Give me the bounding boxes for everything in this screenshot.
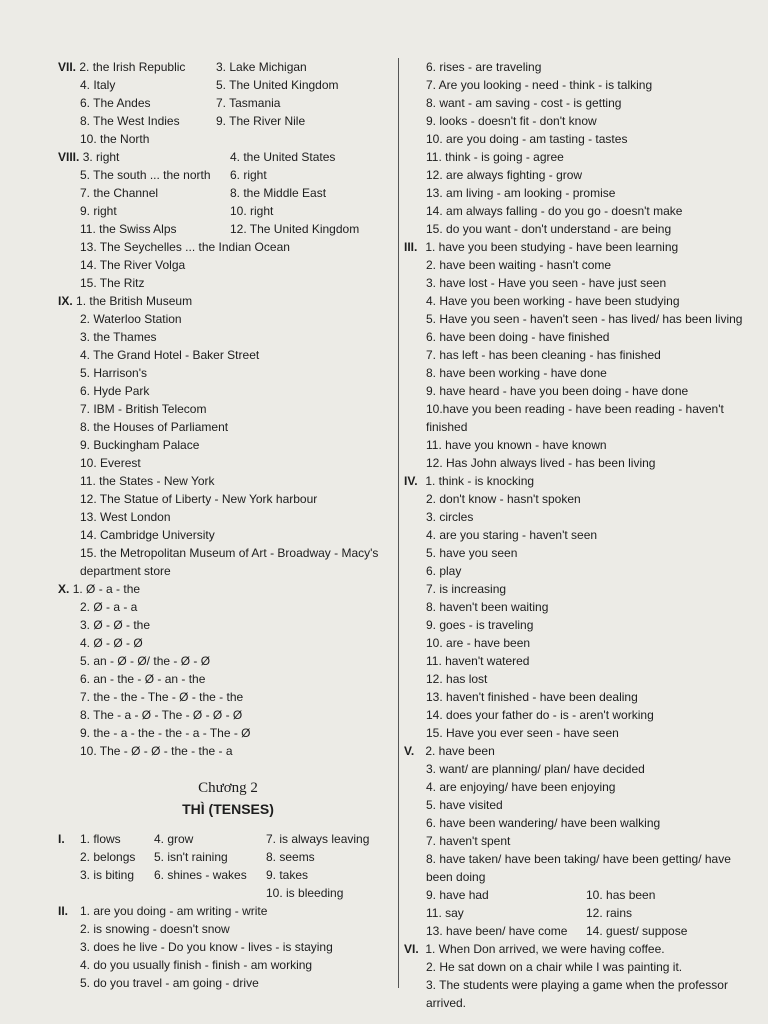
column-divider	[398, 58, 399, 988]
section-label: X.	[58, 582, 70, 596]
answer-item: 3. have lost - Have you seen - have just seen	[426, 276, 667, 290]
answer-item: 10. are - have been	[426, 636, 531, 650]
answer-item: 5. The south ... the north	[80, 168, 211, 182]
section-i	[58, 830, 398, 902]
section-label: VII.	[58, 60, 77, 74]
answer-item: 10. has been	[586, 888, 656, 902]
answer-item: 2. the Irish Republic	[79, 60, 186, 74]
answer-item: 13. am living - am looking - promise	[426, 186, 616, 200]
section-label: V.	[404, 744, 415, 758]
section-vi	[404, 940, 760, 1012]
answer-item: 2. Ø - a - a	[80, 600, 138, 614]
answer-item: 12. are always fighting - grow	[426, 168, 583, 182]
answer-item: 5. isn't raining	[154, 850, 228, 864]
answer-item: 1. When Don arrived, we were having coffee.	[425, 942, 665, 956]
answer-item: 6. rises - are traveling	[426, 60, 542, 74]
section-label: I.	[58, 832, 65, 846]
answer-item: 8. have taken/ have been taking/ have been getting/ have been doing	[426, 852, 731, 884]
answer-item: 9. takes	[266, 868, 309, 882]
answer-item: 8. the Houses of Parliament	[80, 420, 229, 434]
answer-item: 3. want/ are planning/ plan/ have decided	[426, 762, 645, 776]
answer-item: 9. The River Nile	[216, 114, 306, 128]
answer-item: 15. Have you ever seen - have seen	[426, 726, 619, 740]
answer-item: 4. Italy	[80, 78, 116, 92]
answer-item: 12. The Statue of Liberty - New York harbour	[80, 492, 318, 506]
answer-item: 13. The Seychelles ... the Indian Ocean	[80, 240, 290, 254]
section-vii	[58, 58, 398, 148]
chapter-title: Chương 2	[198, 780, 258, 796]
answer-item: 9. looks - doesn't fit - don't know	[426, 114, 597, 128]
answer-item: 4. grow	[154, 832, 194, 846]
answer-item: 11. haven't watered	[426, 654, 530, 668]
section-x	[58, 580, 398, 760]
answer-item: 9. goes - is traveling	[426, 618, 534, 632]
chapter-subtitle: THÌ (TENSES)	[182, 801, 274, 817]
answer-item: 12. Has John always lived - has been living	[426, 456, 656, 470]
answer-item: 10. are you doing - am tasting - tastes	[426, 132, 628, 146]
answer-item: 8. The - a - Ø - The - Ø - Ø - Ø	[80, 708, 243, 722]
answer-item: 9. right	[80, 204, 117, 218]
answer-item: 11. have you known - have known	[426, 438, 607, 452]
answer-item: 1. are you doing - am writing - write	[80, 904, 268, 918]
answer-item: 5. an - Ø - Ø/ the - Ø - Ø	[80, 654, 211, 668]
answer-item: 2. have been	[425, 744, 495, 758]
answer-item: 12. rains	[586, 906, 633, 920]
answer-item: 14. does your father do - is - aren't working	[426, 708, 654, 722]
answer-item: 7. has left - has been cleaning - has finished	[426, 348, 661, 362]
answer-item: 7. haven't spent	[426, 834, 511, 848]
answer-item: 7. the Channel	[80, 186, 159, 200]
answer-item: 2. Waterloo Station	[80, 312, 182, 326]
answer-item: 4. the United States	[230, 150, 336, 164]
section-label: VI.	[404, 942, 419, 956]
answer-item: 8. the Middle East	[230, 186, 327, 200]
section-iv	[404, 472, 760, 742]
answer-item: 13. haven't finished - have been dealing	[426, 690, 638, 704]
answer-item: 11. say	[426, 906, 464, 920]
answer-item: 8. have been working - have done	[426, 366, 607, 380]
answer-item: 3. the Thames	[80, 330, 157, 344]
answer-item: 9. have heard - have you been doing - have done	[426, 384, 689, 398]
answer-item: 3. does he live - Do you know - lives - is staying	[80, 940, 333, 954]
answer-item: 13. West London	[80, 510, 171, 524]
answer-item: 15. The Ritz	[80, 276, 145, 290]
answer-item: 6. right	[230, 168, 267, 182]
answer-item: 3. Ø - Ø - the	[80, 618, 151, 632]
section-label: IV.	[404, 474, 418, 488]
answer-item: 3. circles	[426, 510, 474, 524]
answer-item: 14. guest/ suppose	[586, 924, 688, 938]
section-label: II.	[58, 904, 69, 918]
answer-item: 6. shines - wakes	[154, 868, 247, 882]
answer-item: 5. Harrison's	[80, 366, 147, 380]
answer-item: 1. the British Museum	[76, 294, 193, 308]
answer-item: 15. do you want - don't understand - are being	[426, 222, 672, 236]
answer-item: 3. is biting	[80, 868, 135, 882]
answer-item: 10. right	[230, 204, 274, 218]
answer-item: 5. do you travel - am going - drive	[80, 976, 259, 990]
section-label: IX.	[58, 294, 73, 308]
section-label: III.	[404, 240, 418, 254]
answer-item: 11. the States - New York	[80, 474, 215, 488]
answer-item: 5. The United Kingdom	[216, 78, 339, 92]
answer-item: 7. is increasing	[426, 582, 507, 596]
answer-item: 12. has lost	[426, 672, 488, 686]
answer-item: 2. belongs	[80, 850, 136, 864]
answer-item: 7. Are you looking - need - think - is talking	[426, 78, 653, 92]
answer-item: 6. have been wandering/ have been walking	[426, 816, 661, 830]
answer-item: 8. haven't been waiting	[426, 600, 549, 614]
answer-item: 4. Ø - Ø - Ø	[80, 636, 143, 650]
answer-item: 9. Buckingham Palace	[80, 438, 200, 452]
answer-item: 8. seems	[266, 850, 315, 864]
right-column	[404, 58, 760, 1012]
answer-item: 14. The River Volga	[80, 258, 186, 272]
answer-item: 12. The United Kingdom	[230, 222, 360, 236]
answer-item: 15. the Metropolitan Museum of Art - Broadway - Macy's department store	[80, 546, 379, 578]
answer-item: 5. have visited	[426, 798, 503, 812]
answer-item: 7. IBM - British Telecom	[80, 402, 207, 416]
answer-item: 8. want - am saving - cost - is getting	[426, 96, 622, 110]
answer-item: 7. Tasmania	[216, 96, 281, 110]
section-ii	[58, 902, 398, 992]
answer-item: 14. am always falling - do you go - doesn't make	[426, 204, 683, 218]
answer-item: 10.have you been reading - have been reading - haven't finished	[426, 402, 724, 434]
section-ix	[58, 292, 398, 580]
answer-item: 11. the Swiss Alps	[80, 222, 177, 236]
answer-item: 13. have been/ have come	[426, 924, 568, 938]
answer-item: 2. don't know - hasn't spoken	[426, 492, 581, 506]
answer-item: 3. Lake Michigan	[216, 60, 307, 74]
answer-item: 6. play	[426, 564, 462, 578]
answer-item: 4. are enjoying/ have been enjoying	[426, 780, 616, 794]
answer-item: 10. The - Ø - Ø - the - the - a	[80, 744, 233, 758]
answer-item: 1. Ø - a - the	[72, 582, 141, 596]
answer-item: 14. Cambridge University	[80, 528, 215, 542]
section-v	[404, 742, 760, 940]
section-iii	[404, 238, 760, 472]
section-ii-continued	[404, 58, 760, 238]
answer-item: 5. Have you seen - haven't seen - has lived/ has been living	[426, 312, 743, 326]
answer-item: 9. the - a - the - the - a - The - Ø	[80, 726, 251, 740]
answer-item: 10. is bleeding	[266, 886, 344, 900]
answer-item: 4. do you usually finish - finish - am working	[80, 958, 313, 972]
answer-item: 6. an - the - Ø - an - the	[80, 672, 206, 686]
section-label: VIII.	[58, 150, 80, 164]
answer-item: 2. is snowing - doesn't snow	[80, 922, 230, 936]
answer-item: 3. right	[82, 150, 120, 164]
answer-item: 10. the North	[80, 132, 150, 146]
left-column	[58, 58, 398, 992]
answer-item: 8. The West Indies	[80, 114, 180, 128]
answer-item: 10. Everest	[80, 456, 141, 470]
answer-item: 6. Hyde Park	[80, 384, 150, 398]
answer-item: 9. have had	[426, 888, 489, 902]
answer-item: 2. He sat down on a chair while I was painting it.	[426, 960, 683, 974]
answer-item: 6. have been doing - have finished	[426, 330, 610, 344]
answer-item: 4. The Grand Hotel - Baker Street	[80, 348, 260, 362]
answer-item: 7. the - the - The - Ø - the - the	[80, 690, 244, 704]
answer-item: 5. have you seen	[426, 546, 518, 560]
answer-item: 3. The students were playing a game when the professor arrived.	[426, 978, 728, 1010]
answer-item: 4. Have you been working - have been studying	[426, 294, 680, 308]
answer-item: 1. flows	[80, 832, 121, 846]
answer-item: 1. have you been studying - have been learning	[425, 240, 679, 254]
answer-item: 6. The Andes	[80, 96, 151, 110]
answer-item: 4. are you staring - haven't seen	[426, 528, 598, 542]
answer-item: 7. is always leaving	[266, 832, 370, 846]
answer-item: 2. have been waiting - hasn't come	[426, 258, 612, 272]
answer-item: 1. think - is knocking	[425, 474, 535, 488]
answer-item: 11. think - is going - agree	[426, 150, 564, 164]
section-viii	[58, 148, 398, 292]
